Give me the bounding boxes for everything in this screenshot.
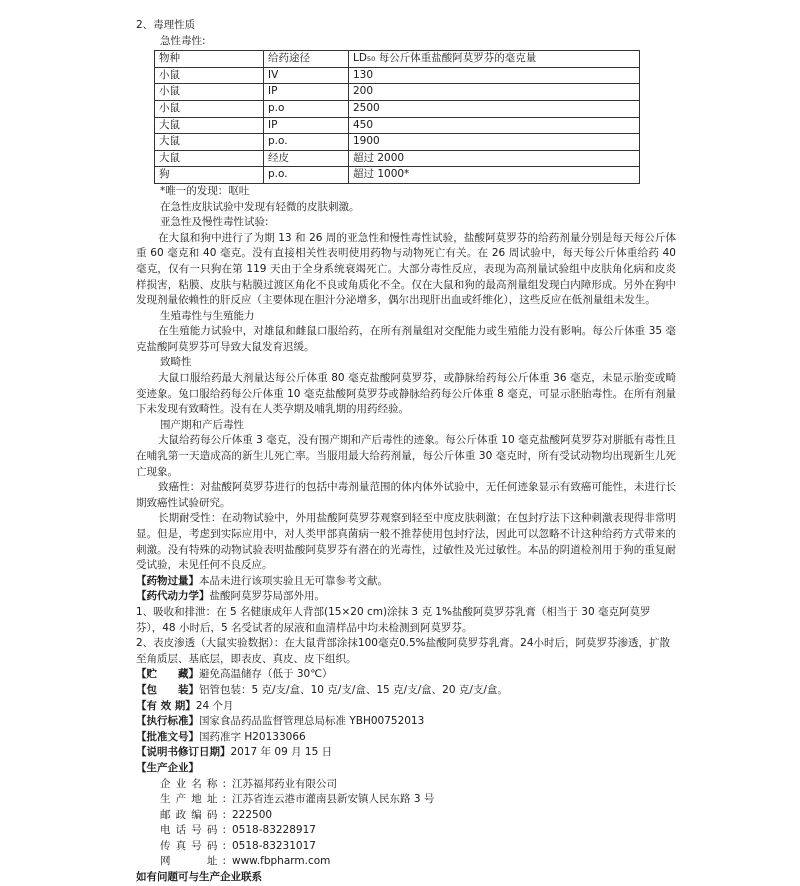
table-header: 物种 xyxy=(155,51,264,68)
field-value: 铝管包装：5 克/支/盒、10 克/支/盒、15 克/支/盒、20 克/支/盒。 xyxy=(199,683,508,696)
field-label: 【说明书修订日期】 xyxy=(136,746,231,759)
table-cell: p.o. xyxy=(264,134,349,151)
table-row xyxy=(155,150,640,167)
pk-text: 盐酸阿莫罗芬局部外用。 xyxy=(209,590,325,603)
manufacturer-label: 企业名称: xyxy=(160,777,226,790)
reproduction-heading: 生殖毒性与生殖能力 xyxy=(160,309,255,322)
table-cell: 2500 xyxy=(349,100,640,117)
manufacturer-label: 生产地址: xyxy=(160,793,226,806)
field-value: 24 个月 xyxy=(195,699,234,712)
manufacturer-heading: 【生产企业】 xyxy=(136,761,199,774)
manufacturer-row xyxy=(136,854,676,870)
table-cell: 小鼠 xyxy=(155,100,264,117)
field-value: 国药准字 H20133066 xyxy=(199,730,306,743)
section-title: 2、毒理性质 xyxy=(136,19,196,31)
manufacturer-row xyxy=(136,777,676,793)
manufacturer-value: 0518-83228917 xyxy=(232,824,316,837)
manufacturer-row xyxy=(136,839,676,855)
field-label: 【包 装】 xyxy=(136,683,199,696)
table-cell: 经皮 xyxy=(264,150,349,167)
manufacturer-value: 江苏福邦药业有限公司 xyxy=(232,777,337,790)
table-row xyxy=(155,117,640,134)
overdose-label: 【药物过量】 xyxy=(136,574,199,587)
manufacturer-label: 网 址: xyxy=(160,855,226,868)
table-cell: 200 xyxy=(349,84,640,101)
ld50-table xyxy=(154,50,640,184)
validity-field xyxy=(136,699,676,715)
standard-field xyxy=(136,714,676,730)
manufacturer-label: 电话号码: xyxy=(160,824,226,837)
manufacturer-label: 邮政编码: xyxy=(160,808,226,821)
subacute-paragraph: 在大鼠和狗中进行了为期 13 和 26 周的亚急性和慢性毒性试验，盐酸阿莫罗芬的给药剂量分别是每天每公斤体重 60 毫克和 40 毫克。没有直接相关性表明使用药物与动物死亡有关。在 26 周试验中，每天每公斤体重给药 40 毫克，仅有一只狗在第 119 天由于全身系统衰竭死亡。大部分毒性反应，表现为高剂量试验组中皮肤角化病和皮炎样损害，粘膜、皮肤与粘膜过渡区角化不良或角质化不全。仅在大鼠和狗的最高剂量组发现白内障形成。另外在狗中发现剂量依赖性的肝反应（主要体现在胆汁分泌增多，偶尔出现肝出血或纤维化），这些反应在低剂量组未发生。 xyxy=(136,231,676,307)
table-cell: 超过 2000 xyxy=(349,150,640,167)
pk-item: 1、吸收和排泄：在 5 名健康成年人背部(15×20 cm)涂抹 3 克 1%盐酸阿莫罗芬乳膏（相当于 30 毫克阿莫罗芬），48 小时后，5 名受试者的尿液和血清样品中均未检测到阿莫罗芬。 xyxy=(136,605,651,634)
table-cell: IP xyxy=(264,117,349,134)
manufacturer-row xyxy=(136,823,676,839)
table-header: LD₅₀ 每公斤体重盐酸阿莫罗芬的毫克量 xyxy=(349,51,640,68)
perinatal-paragraph: 大鼠给药每公斤体重 3 毫克，没有围产期和产后毒性的迹象。每公斤体重 10 毫克盐酸阿莫罗芬对胼胝有毒性且在哺乳第一天造成高的新生儿死亡率。当服用最大给药剂量，每公斤体重 30 毫克时，所有受试动物均出现新生儿死亡现象。 xyxy=(136,434,676,478)
skin-irritation-note: 在急性皮肤试验中发现有轻微的皮肤刺激。 xyxy=(160,200,360,213)
storage-field xyxy=(136,667,676,683)
pk-section xyxy=(136,589,676,605)
table-cell: 狗 xyxy=(155,167,264,184)
table-row xyxy=(155,100,640,117)
field-value: 2017 年 09 月 15 日 xyxy=(230,746,333,759)
table-cell: 小鼠 xyxy=(155,84,264,101)
table-cell: 小鼠 xyxy=(155,67,264,84)
reproduction-paragraph: 在生殖能力试验中，对雄鼠和雌鼠口服给药，在所有剂量组对交配能力或生殖能力没有影响。每公斤体重 35 毫克盐酸阿莫罗芬可导致大鼠发育迟缓。 xyxy=(136,325,676,353)
table-cell: 1900 xyxy=(349,134,640,151)
field-label: 【执行标准】 xyxy=(136,715,199,728)
manufacturer-value: www.fbpharm.com xyxy=(232,855,331,868)
table-cell: IP xyxy=(264,84,349,101)
table-row xyxy=(155,67,640,84)
manufacturer-row xyxy=(136,808,676,824)
pk-item: 2、表皮渗透（大鼠实验数据）：在大鼠背部涂抹100毫克0.5%盐酸阿莫罗芬乳膏。24小时后，阿莫罗芬渗透，扩散至角质层、基底层，即表皮、真皮、皮下组织。 xyxy=(136,637,671,665)
field-label: 【有 效 期】 xyxy=(136,699,196,712)
table-cell: IV xyxy=(264,67,349,84)
table-row xyxy=(155,167,640,184)
table-cell: p.o xyxy=(264,100,349,117)
perinatal-heading: 围产期和产后毒性 xyxy=(160,418,244,431)
teratogenicity-heading: 致畸性 xyxy=(160,356,192,369)
table-row xyxy=(155,84,640,101)
package-field xyxy=(136,683,676,699)
field-label: 【批准文号】 xyxy=(136,730,199,743)
carcinogenicity-paragraph: 致癌性：对盐酸阿莫罗芬进行的包括中毒剂量范围的体内体外试验中，无任何迹象显示有致癌可能性，未进行长期致癌性试验研究。 xyxy=(136,481,676,509)
table-cell: p.o. xyxy=(264,167,349,184)
field-value: 国家食品药品监督管理总局标准 YBH00752013 xyxy=(199,715,425,728)
table-header: 给药途径 xyxy=(264,51,349,68)
table-cell: 大鼠 xyxy=(155,117,264,134)
long-term-tolerance-paragraph: 长期耐受性：在动物试验中，外用盐酸阿莫罗芬观察到轻至中度皮肤刺激；在包封疗法下这种刺激表现得非常明显。但是，考虑到实际应用中，对人类甲部真菌病一般不推荐使用包封疗法，因此可以忽略不计这种给药方式带来的刺激。没有特殊的动物试验表明盐酸阿莫罗芬有潜在的光毒性，过敏性及光过敏性。本品的阴道检剂用于狗的重复耐受试验，未见任何不良反应。 xyxy=(136,512,676,572)
revision-date-field xyxy=(136,745,676,761)
field-label: 【贮 藏】 xyxy=(136,668,199,681)
acute-toxicity-heading: 急性毒性: xyxy=(160,34,206,47)
table-header-row xyxy=(155,51,640,68)
table-cell: 130 xyxy=(349,67,640,84)
manufacturer-value: 222500 xyxy=(232,808,273,821)
field-value: 避免高温储存（低于 30℃） xyxy=(199,668,333,681)
subacute-heading: 亚急性及慢性毒性试验: xyxy=(160,216,269,229)
table-footnote: *唯一的发现：呕吐 xyxy=(160,184,250,197)
teratogenicity-paragraph: 大鼠口服给药最大剂量达每公斤体重 80 毫克盐酸阿莫罗芬，或静脉给药每公斤体重 36 毫克，未显示胎变或畸变迹象。兔口服给药每公斤体重 10 毫克盐酸阿莫罗芬或静脉给药每公斤体重 8 毫克，可显示胚胎毒性。在所有剂量下未发现有致畸性。没有在人类孕期及哺乳期的用药经验。 xyxy=(136,372,676,416)
table-cell: 超过 1000* xyxy=(349,167,640,184)
table-cell: 450 xyxy=(349,117,640,134)
table-row xyxy=(155,134,640,151)
contact-footer: 如有问题可与生产企业联系 xyxy=(136,871,262,884)
pk-label: 【药代动力学】 xyxy=(136,590,210,603)
manufacturer-label: 传真号码: xyxy=(160,839,226,852)
table-cell: 大鼠 xyxy=(155,134,264,151)
document-page xyxy=(136,18,676,886)
overdose-text: 本品未进行该项实验且无可靠参考文献。 xyxy=(199,574,388,587)
table-cell: 大鼠 xyxy=(155,150,264,167)
approval-number-field xyxy=(136,730,676,746)
overdose-section xyxy=(136,574,676,590)
manufacturer-value: 江苏省连云港市灌南县新安镇人民东路 3 号 xyxy=(232,793,435,806)
manufacturer-value: 0518-83231017 xyxy=(232,839,316,852)
